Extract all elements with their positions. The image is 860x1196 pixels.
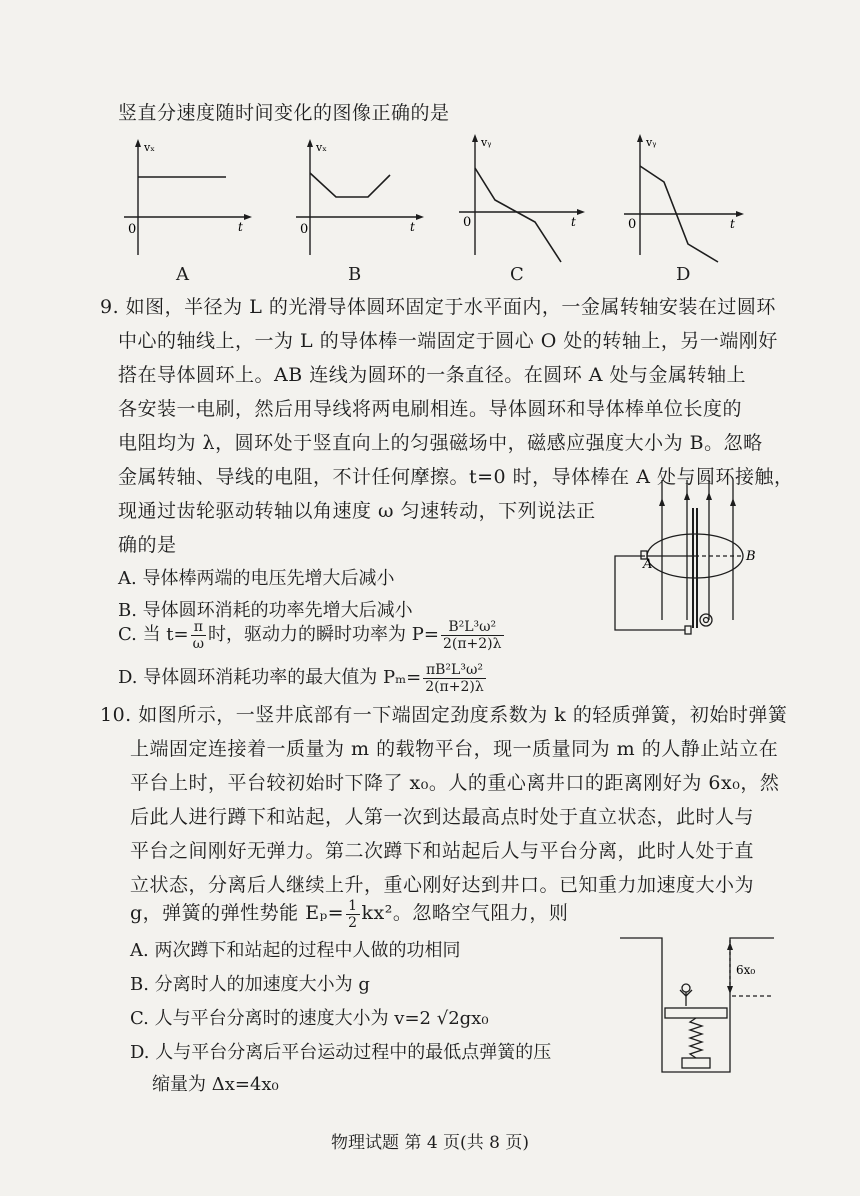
- graph-d-t-label: t: [730, 217, 735, 231]
- vt-graph-c: [455, 130, 595, 265]
- graph-c-t-label: t: [571, 215, 576, 229]
- q10-option-c: C. 人与平台分离时的速度大小为 v=2 √2gx₀: [130, 1008, 489, 1029]
- q9-line-1: 9. 如图，半径为 L 的光滑导体圆环固定于水平面内，一金属转轴安装在过圆环: [100, 296, 776, 318]
- q9-point-a-label: A: [643, 557, 653, 572]
- graph-b-label: B: [348, 264, 362, 285]
- graph-a-axis-label: vₓ: [144, 141, 155, 154]
- q9-line-3: 搭在导体圆环上。AB 连线为圆环的一条直径。在圆环 A 处与金属转轴上: [118, 364, 747, 386]
- vt-graph-b: [290, 135, 430, 265]
- q9-option-d-power-fraction: $\frac{\text{πB²L³ω²}}{2(\pi+2)\lambda}$: [425, 661, 484, 695]
- q9-line-5: 电阻均为 λ，圆环处于竖直向上的匀强磁场中，磁感应强度大小为 B。忽略: [118, 432, 763, 454]
- q10-option-a: A. 两次蹲下和站起的过程中人做的功相同: [130, 940, 461, 961]
- q10-option-d-line-1: D. 人与平台分离后平台运动过程中的最低点弹簧的压: [130, 1042, 552, 1063]
- q10-height-label: 6x₀: [736, 963, 756, 977]
- q9-line-2: 中心的轴线上，一为 L 的导体棒一端固定于圆心 O 处的转轴上，另一端刚好: [118, 330, 778, 352]
- graph-c-label: C: [510, 264, 524, 285]
- q10-energy-fraction: $\frac{1}{2}$: [348, 897, 358, 931]
- graph-a-t-label: t: [238, 220, 243, 234]
- q9-option-c: C. 当 t= $\frac{\pi}{\omega}$ 时，驱动力的瞬时功率为 P= $\frac{\text{B²L³ω²}}{2(\pi+2)\lambda}$: [118, 618, 502, 652]
- q9-option-d: D. 导体圆环消耗功率的最大值为 Pₘ= $\frac{\text{πB²L³ω²}}{2(\pi+2)\lambda}$: [118, 661, 484, 695]
- q9-option-b: B. 导体圆环消耗的功率先增大后减小: [118, 600, 413, 621]
- graph-b-t-label: t: [410, 220, 415, 234]
- question-stem-intro: 竖直分速度随时间变化的图像正确的是: [118, 102, 450, 124]
- graph-d-origin: 0: [628, 217, 637, 232]
- graph-d-axis-label: vᵧ: [646, 136, 657, 149]
- graph-b-origin: 0: [300, 222, 309, 237]
- vt-graph-a: [118, 135, 258, 265]
- q10-line-2: 上端固定连接着一质量为 m 的载物平台，现一质量同为 m 的人静止站立在: [130, 738, 779, 760]
- q9-option-c-time-fraction: $\frac{\pi}{\omega}$: [192, 618, 205, 652]
- vt-graph-d: [620, 130, 760, 265]
- q10-line-6: 立状态，分离后人继续上升，重心刚好达到井口。已知重力加速度大小为: [130, 874, 755, 896]
- q9-line-8: 确的是: [118, 534, 177, 556]
- q10-line-7: g，弹簧的弹性势能 Eₚ= $\frac{1}{2}$ kx²。忽略空气阻力，则: [130, 897, 569, 931]
- graph-a-origin: 0: [128, 222, 137, 237]
- graph-b-axis-label: vₓ: [316, 141, 327, 154]
- q10-option-d-line-2: 缩量为 Δx=4x₀: [152, 1074, 279, 1095]
- q9-option-c-power-fraction: $\frac{\text{B²L³ω²}}{2(\pi+2)\lambda}$: [442, 618, 502, 652]
- q9-point-b-label: B: [746, 549, 756, 564]
- q10-line-1: 10. 如图所示，一竖井底部有一下端固定劲度系数为 k 的轻质弹簧，初始时弹簧: [100, 704, 788, 726]
- graph-c-origin: 0: [463, 215, 472, 230]
- q10-line-5: 平台之间刚好无弹力。第二次蹲下和站起后人与平台分离，此时人处于直: [130, 840, 755, 862]
- q9-line-6: 金属转轴、导线的电阻，不计任何摩擦。t=0 时，导体棒在 A 处与圆环接触，: [118, 466, 794, 488]
- q9-ring-figure: [605, 470, 780, 640]
- q10-line-3: 平台上时，平台较初始时下降了 x₀。人的重心离井口的距离刚好为 6x₀，然: [130, 772, 780, 794]
- q9-line-4: 各安装一电刷，然后用导线将两电刷相连。导体圆环和导体棒单位长度的: [118, 398, 743, 420]
- q9-option-a: A. 导体棒两端的电压先增大后减小: [118, 568, 395, 589]
- q10-line-4: 后此人进行蹲下和站起，人第一次到达最高点时处于直立状态，此时人与: [130, 806, 755, 828]
- graph-a-label: A: [176, 264, 189, 285]
- graph-d-label: D: [676, 264, 691, 285]
- page-footer: 物理试题 第 4 页(共 8 页): [331, 1133, 529, 1153]
- q10-option-b: B. 分离时人的加速度大小为 g: [130, 974, 370, 995]
- q10-well-figure: [618, 932, 778, 1082]
- q9-line-7: 现通过齿轮驱动转轴以角速度 ω 匀速转动，下列说法正: [118, 500, 596, 522]
- graph-c-axis-label: vᵧ: [481, 136, 492, 149]
